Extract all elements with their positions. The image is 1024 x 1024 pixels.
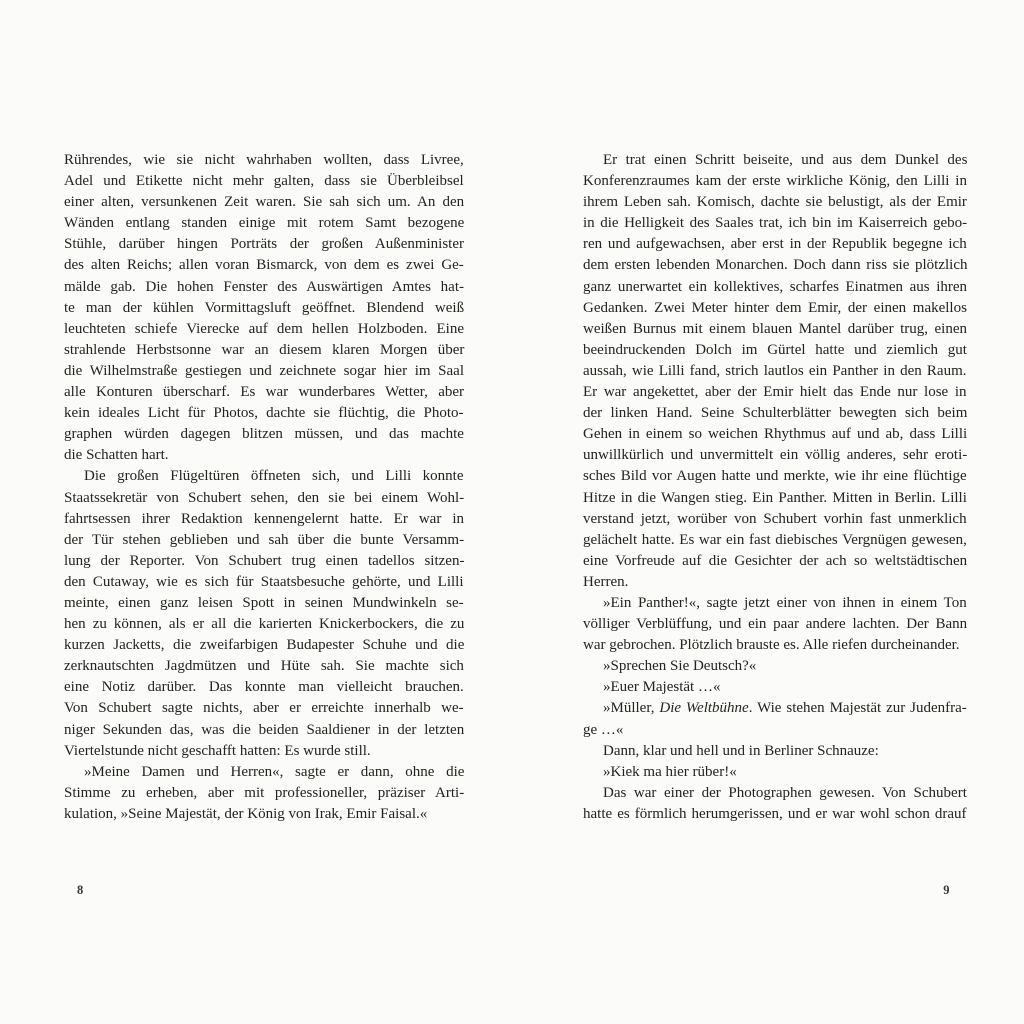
text-line: weißen Burnus mit einem blauen Mantel darüber trug, einen [583, 320, 967, 337]
text-line: unwillkürlich und unvermittelt ein völlig anderes, sehr eroti- [583, 447, 968, 464]
text-line: »Euer Majestät …« [603, 679, 721, 696]
text-line: einer alten, versunkenen Zeit waren. Sie sah sich um. An den [64, 194, 465, 211]
text-line: hatte es förmlich herumgerissen, und er war wohl schon drauf [583, 805, 967, 822]
text-line: Er trat einen Schritt beiseite, und aus dem Dunkel des [603, 152, 968, 168]
text-line: »Kiek ma hier rüber!« [603, 763, 737, 780]
text-line: te man der kühlen Vormittagsluft geöffnet. Blendend weiß [64, 299, 465, 316]
text-line: kein ideales Licht für Photos, dachte sie flüchtig, die Photo- [64, 405, 464, 422]
text-line: verstand jetzt, worüber von Schubert vorhin fast unmerklich [583, 510, 967, 527]
text-line: niger Sekunden das, was die beiden Saaldiener in der letzten [64, 721, 465, 738]
text-line: Dann, klar und hell und in Berliner Schnauze: [603, 742, 879, 759]
text-line: lung der Reporter. Von Schubert trug einen tadellos sitzen- [64, 552, 465, 569]
page-number: 8 [77, 883, 84, 897]
text-line: zerknautschten Jagdmützen und Hüte sah. Sie machte sich [64, 658, 464, 675]
text-line: eine Notiz darüber. Das konnte man vielleicht brauchen. [64, 679, 464, 696]
page-text [64, 150, 464, 825]
text-line: Viertelstunde nicht geschafft hatten: Es wurde still. [64, 742, 371, 759]
book-page-right [583, 150, 967, 920]
text-line: gelächelt hatte. Es war ein fast diebisches Vergnügen gewesen, [583, 531, 967, 548]
text-line: ganz unerwartet ein kollektives, scharfes Einatmen aus ihren [583, 278, 968, 295]
text-line: graphen würden dagegen blitzen müssen, und das machte [64, 426, 464, 443]
text-line: die Wilhelmstraße gestiegen und zeichnete sogar hier im Saal [64, 362, 464, 379]
text-line: dem ersten lebenden Monarchen. Doch dann riss sie plötzlich [583, 257, 968, 274]
text-line: ge …« [583, 721, 624, 738]
text-line: des alten Reichs; allen voran Bismarck, von dem es zwei Ge- [64, 257, 464, 274]
text-line: ihrem Leben sah. Komisch, dachte sie belustigt, als der Emir [583, 194, 967, 211]
page-text [583, 150, 967, 825]
text-line: Staatssekretär von Schubert sehen, den sie bei einem Wohl- [64, 489, 465, 506]
text-line: Die großen Flügeltüren öffneten sich, und Lilli konnte [84, 468, 464, 485]
text-line: meinte, einen ganz leisen Spott in seinen Mundwinkeln se- [64, 594, 464, 611]
text-line: mälde gab. Die hohen Fenster des Auswärtigen Amtes hat- [64, 278, 465, 295]
book-page-left [64, 150, 464, 920]
text-line: Gehen in einem so weichen Rhythmus auf und ab, dass Lilli [583, 426, 968, 443]
text-line: Er war angekettet, aber der Emir hielt das Ende nur lose in [583, 384, 967, 401]
text-line: Hitze in die Wangen stieg. Ein Panther. Mitten in Berlin. Lilli [583, 489, 967, 506]
text-line: beeindruckenden Dolch im Gürtel hatte und ziemlich gut [583, 341, 967, 358]
text-line: sches Bild vor Augen hatte und merkte, wie ihr eine flüchtige [583, 468, 967, 485]
text-line: kulation, »Seine Majestät, der König von Irak, Emir Faisal.« [64, 805, 428, 822]
text-line: ren und aufgewachsen, aber erst in der Republik begegne ich [583, 236, 967, 253]
text-line: Adel und Etikette nicht mehr galten, dass sie Überbleibsel [64, 173, 464, 190]
text-line: Von Schubert sagte nichts, aber er erreichte innerhalb we- [64, 700, 464, 717]
text-line: der Tür stehen geblieben und sah über die bunte Versamm- [64, 531, 465, 548]
text-line: Herren. [583, 573, 629, 590]
text-line: »Müller, Die Weltbühne. Wie stehen Majestät zur Judenfra- [603, 700, 967, 717]
text-line: völliger Verblüffung, und ein paar andere lachten. Der Bann [583, 616, 968, 633]
text-line: kurzen Jacketts, die zweifarbigen Budapester Schuhe und die [64, 637, 465, 654]
text-line: fahrtsessen ihrer Redaktion kennengelernt hatte. Er war in [64, 510, 465, 527]
page-number: 9 [943, 883, 950, 897]
text-line: Stimme zu erheben, aber mit professioneller, präziser Arti- [64, 784, 465, 801]
text-line: Rührendes, wie sie nicht wahrhaben wollten, dass Livree, [64, 152, 464, 168]
text-line: eine Vorfreude auf die Gesichter der ach so weltstädtischen [583, 552, 968, 569]
text-line: Konferenzraumes kam der erste wirkliche König, den Lilli in [583, 173, 967, 190]
text-line: aussah, wie Lilli fand, strich lautlos ein Panther in den Raum. [583, 362, 967, 379]
text-line: Stühle, darüber hingen Porträts der großen Außenminister [64, 236, 465, 253]
text-line: die Schatten hart. [64, 447, 169, 464]
text-line: der linken Hand. Seine Schulterblätter bewegten sich beim [583, 405, 968, 422]
text-line: leuchteten schiefe Vierecke auf dem hellen Holzboden. Eine [64, 320, 464, 337]
text-line: war gebrochen. Plötzlich brauste es. Alle riefen durcheinander. [583, 637, 960, 654]
text-line: »Ein Panther!«, sagte jetzt einer von ihnen in einem Ton [603, 594, 967, 611]
text-line: strahlende Herbstsonne war an diesem klaren Morgen über [64, 341, 465, 358]
text-line: Gedanken. Zwei Meter hinter dem Emir, der einen makellos [583, 299, 967, 316]
text-line: in die Helligkeit des Saales trat, ich bin im Kaiserreich gebo- [583, 215, 968, 232]
text-line: den Cutaway, wie es sich für Staatsbesuche gehörte, und Lilli [64, 573, 464, 590]
text-line: »Meine Damen und Herren«, sagte er dann, ohne die [84, 763, 465, 780]
text-line: Das war einer der Photographen gewesen. Von Schubert [603, 784, 967, 801]
text-line: Wänden entlang standen einige mit rotem Samt bezogene [64, 215, 465, 232]
text-line: hen zu können, als er all die karierten Knickerbockers, die zu [64, 616, 465, 633]
text-line: »Sprechen Sie Deutsch?« [603, 658, 757, 675]
text-line: alle Konturen überscharf. Es war wunderbares Wetter, aber [64, 384, 465, 401]
